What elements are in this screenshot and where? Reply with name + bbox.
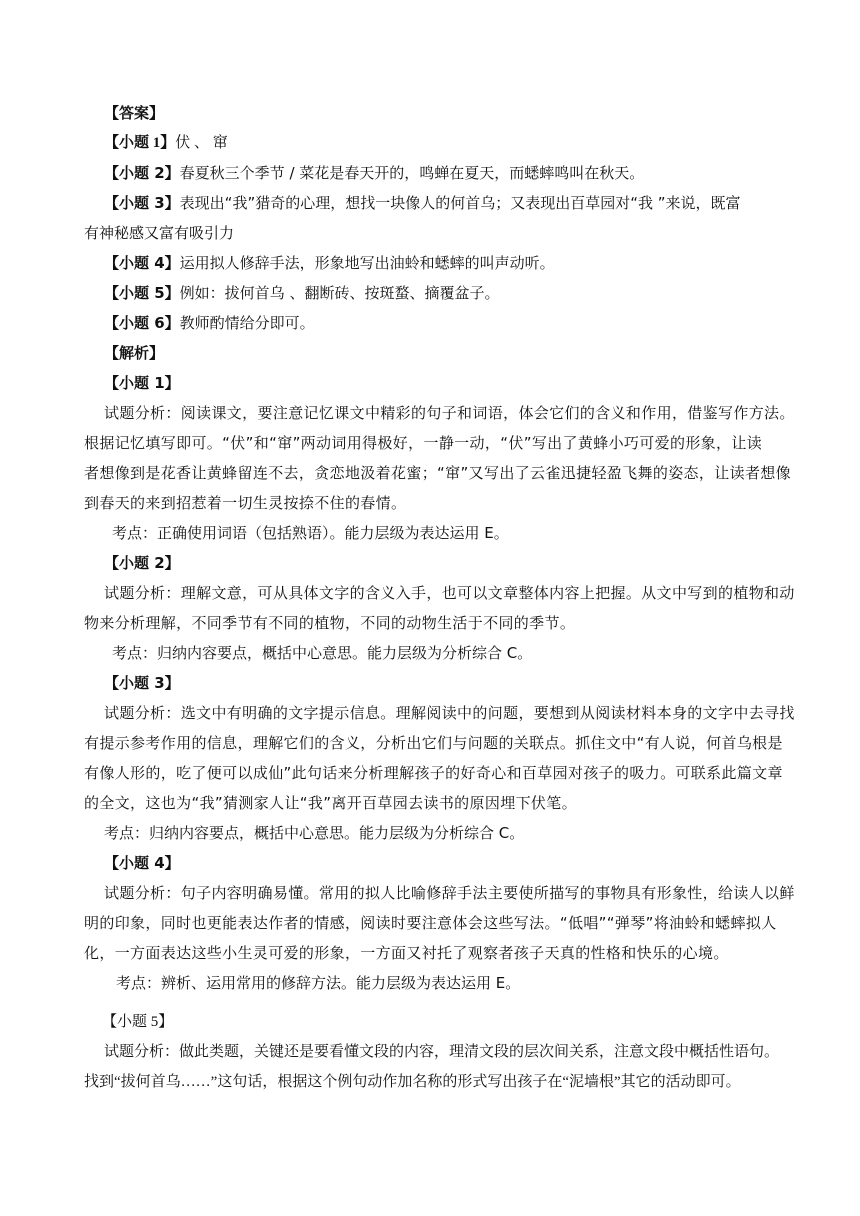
analysis-q3-line-3: 有像人形的，吃了便可以成仙”此句话来分析理解孩子的好奇心和百草园对孩子的吸力。可联系此篇文章 (84, 764, 783, 782)
analysis-q5-line-2: 找到“拔何首乌……”这句话，根据这个例句动作加名称的形式写出孩子在“泥墙根”其它的活动即可。 (84, 1074, 741, 1090)
analysis-q3-line-4: 的全文，这也为“我”猜测家人让“我”离开百草园去读书的原因埋下伏笔。 (84, 794, 577, 812)
answer-q2-label: 【小题 2】 (104, 164, 180, 182)
answer-q3-text: 表现出“我”猎奇的心理，想找一块像人的何首乌；又表现出百草园对“我 ”来说，既富 (179, 194, 741, 212)
answer-q1-text: 伏 、 窜 (175, 135, 228, 151)
analysis-q1-line-3: 者想像到是花香让黄蜂留连不去，贪恋地汲着花蜜；“窜”又写出了云雀迅捷轻盈飞舞的姿态，让读者想像 (84, 464, 791, 482)
analysis-q2-line-1: 试题分析：理解文意，可从具体文字的含义入手，也可以文章整体内容上把握。从文中写到的植物和动 (104, 584, 795, 602)
analysis-q2-line-2: 物来分析理解，不同季节有不同的植物，不同的动物生活于不同的季节。 (84, 614, 576, 632)
answer-q4-label: 【小题 4】 (104, 254, 180, 272)
analysis-q3-label: 【小题 3】 (104, 674, 180, 692)
answer-q3 (104, 193, 741, 213)
answer-q4-text: 运用拟人修辞手法，形象地写出油蛉和蟋蟀的叫声动听。 (179, 254, 555, 272)
answer-q3-label: 【小题 3】 (104, 194, 180, 212)
analysis-q4-line-3: 化，一方面表达这些小生灵可爱的形象，一方面又衬托了观察者孩子天真的性格和快乐的心境。 (84, 944, 729, 962)
answer-q1-label: 【小题 1】 (104, 135, 176, 151)
analysis-q3-kaodian: 考点：归纳内容要点，概括中心意思。能力层级为分析综合 C。 (104, 824, 525, 842)
analysis-q1-label: 【小题 1】 (104, 374, 180, 392)
analysis-q1-kaodian: 考点：正确使用词语（包括熟语）。能力层级为表达运用 E。 (112, 524, 509, 542)
analysis-q3-line-1: 试题分析：选文中有明确的文字提示信息。理解阅读中的问题，要想到从阅读材料本身的文字中去寻找 (104, 704, 795, 722)
analysis-q1-line-1: 试题分析：阅读课文，要注意记忆课文中精彩的句子和词语，体会它们的含义和作用，借鉴写作方法。 (104, 404, 795, 422)
answer-q5-label: 【小题 5】 (104, 284, 180, 302)
answer-q6-text: 教师酌情给分即可。 (179, 314, 315, 332)
answer-q5 (104, 283, 499, 303)
analysis-q5-label: 【小题 5】 (102, 1014, 174, 1030)
answer-heading: 【答案】 (104, 106, 165, 122)
analysis-q3-line-2: 有提示参考作用的信息，理解它们的含义，分析出它们与问题的关联点。抓住文中“有人说，何首乌根是 (84, 734, 783, 752)
analysis-q1-line-2: 根据记忆填写即可。“伏”和“窜”两动词用得极好，一静一动，“伏”写出了黄蜂小巧可爱的形象，让读 (84, 434, 763, 452)
answer-q6 (104, 313, 315, 333)
analysis-q2-label: 【小题 2】 (104, 554, 180, 572)
answer-q5-text: 例如：拔何首乌 、翻断砖、按斑蝥、摘覆盆子。 (179, 284, 500, 302)
answer-q6-label: 【小题 6】 (104, 314, 180, 332)
analysis-q5-line-1: 试题分析：做此类题，关键还是要看懂文段的内容，理清文段的层次间关系，注意文段中概括性语句。 (104, 1044, 780, 1060)
analysis-q4-label: 【小题 4】 (104, 854, 180, 872)
analysis-heading: 【解析】 (104, 344, 165, 362)
answer-q3-continuation: 有神秘感又富有吸引力 (84, 224, 235, 242)
analysis-q4-line-2: 明的印象，同时也更能表达作者的情感，阅读时要注意体会这些写法。“低唱”“弹琴”将油蛉和蟋蟀拟人 (84, 914, 777, 932)
answer-q2-text: 春夏秋三个季节 / 菜花是春天开的，鸣蝉在夏天，而蟋蟀鸣叫在秋天。 (179, 164, 645, 182)
analysis-q2-kaodian: 考点：归纳内容要点，概括中心意思。能力层级为分析综合 C。 (112, 644, 533, 662)
answer-q1 (104, 133, 228, 153)
analysis-q4-kaodian: 考点：辨析、运用常用的修辞方法。能力层级为表达运用 E。 (116, 974, 521, 992)
answer-q2 (104, 163, 644, 183)
analysis-q1-line-4: 到春天的来到招惹着一切生灵按捺不住的春情。 (84, 494, 407, 512)
analysis-q4-line-1: 试题分析：句子内容明确易懂。常用的拟人比喻修辞手法主要使所描写的事物具有形象性，给读人以鲜 (104, 884, 795, 902)
answer-q4 (104, 253, 555, 273)
